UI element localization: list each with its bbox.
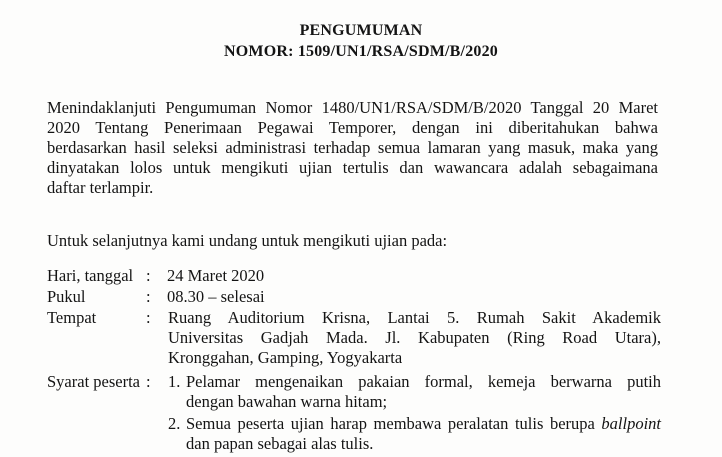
list-item-line-text: Semua peserta ujian harap membawa peralatan tulis berupa	[186, 414, 595, 433]
colon: :	[146, 372, 151, 391]
intro-line: daftar terlampir.	[47, 178, 154, 197]
intro-line: berdasarkan hasil seleksi administrasi terhadap semua lamaran yang masuk, maka yang	[47, 138, 658, 157]
colon: :	[146, 287, 151, 306]
emphasis-text: ballpoint	[601, 414, 662, 433]
list-item-text	[186, 414, 661, 454]
list-item-line: dengan bawahan warna hitam;	[186, 392, 388, 411]
document-number: NOMOR: 1509/UN1/RSA/SDM/B/2020	[224, 43, 498, 60]
list-item-line	[186, 414, 661, 434]
list-item-number: 1.	[168, 372, 181, 391]
place-value	[168, 308, 661, 368]
list-item-number: 2.	[168, 414, 181, 433]
time-value: 08.30 – selesai	[167, 287, 265, 306]
invite-paragraph	[47, 231, 658, 251]
intro-line: Menindaklanjuti Pengumuman Nomor 1480/UN1/RSA/SDM/B/2020 Tanggal 20 Maret	[47, 98, 658, 117]
time-label: Pukul	[47, 287, 86, 306]
list-item-line: Pelamar mengenaikan pakaian formal, kemeja berwarna putih	[186, 372, 661, 391]
date-value: 24 Maret 2020	[167, 266, 265, 285]
place-line: Kronggahan, Gamping, Yogyakarta	[168, 348, 403, 367]
colon: :	[146, 266, 151, 285]
date-label: Hari, tanggal	[47, 266, 134, 285]
place-line: Ruang Auditorium Krisna, Lantai 5. Rumah Sakit Akademik	[168, 308, 661, 327]
intro-line: 2020 Tentang Penerimaan Pegawai Temporer, dengan ini diberitahukan bahwa	[47, 118, 658, 137]
invite-text: Untuk selanjutnya kami undang untuk mengikuti ujian pada:	[47, 231, 448, 250]
colon: :	[146, 308, 151, 327]
requirements-label: Syarat peserta	[47, 372, 140, 391]
list-item-line: dan papan sebagai alas tulis.	[186, 434, 374, 453]
place-label: Tempat	[47, 308, 97, 327]
intro-paragraph	[47, 98, 658, 198]
place-line: Universitas Gadjah Mada. Jl. Kabupaten (Ring Road Utara),	[168, 328, 661, 347]
document-title: PENGUMUMAN	[299, 22, 423, 39]
intro-line: dinyatakan lolos untuk mengikuti ujian tertulis dan wawancara adalah sebagaimana	[47, 158, 658, 177]
list-item-text	[186, 372, 661, 412]
